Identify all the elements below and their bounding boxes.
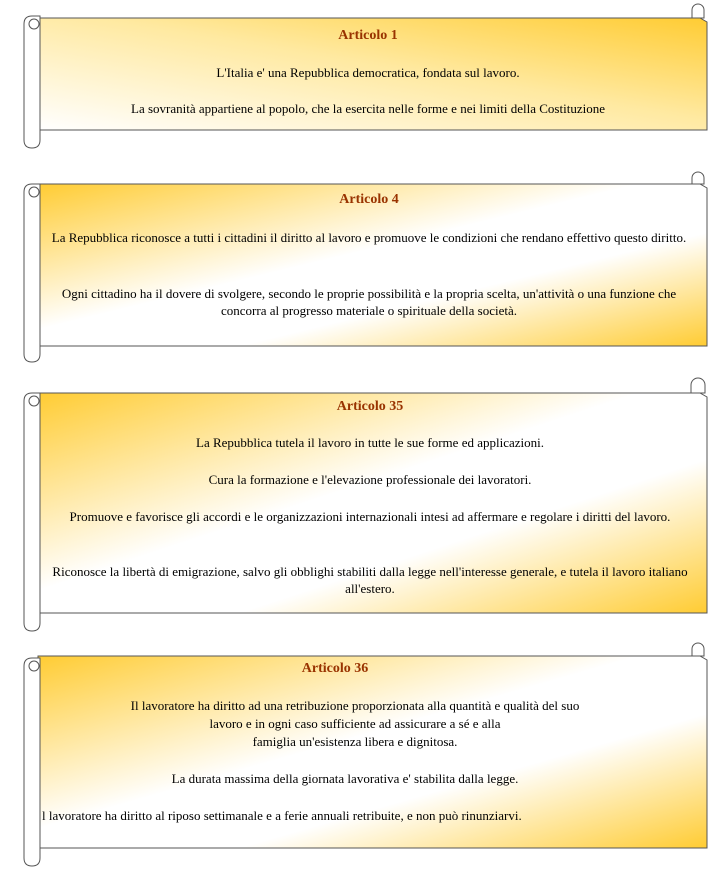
scroll-articolo-4 <box>0 168 720 368</box>
article-35-paragraph-2: Cura la formazione e l'elevazione professionale dei lavoratori. <box>208 472 532 487</box>
article-35-paragraph-1: La Repubblica tutela il lavoro in tutte le sue forme ed applicazioni. <box>196 435 544 450</box>
article-36-paragraph-1: Il lavoratore ha diritto ad una retribuzione proporzionata alla quantità e qualità del suo <box>130 698 580 713</box>
scroll-articolo-1 <box>0 0 720 150</box>
article-1-title: Articolo 1 <box>338 28 398 43</box>
article-36-paragraph-3: famiglia un'esistenza libera e dignitosa. <box>252 734 458 749</box>
article-35-paragraph-3: Promuove e favorisce gli accordi e le organizzazioni internazionali intesi ad affermare e regolare i diritti del lavoro. <box>69 509 671 524</box>
article-4-paragraph-1: La Repubblica riconosce a tutti i cittadini il diritto al lavoro e promuove le condizioni che rendano effettivo questo diritto. <box>51 230 687 245</box>
article-35-title: Articolo 35 <box>336 399 404 414</box>
scroll-articolo-35 <box>0 375 720 637</box>
article-35-paragraph-4: Riconosce la libertà di emigrazione, salvo gli obblighi stabiliti dalla legge nell'interesse generale, e tutela il lavoro italiano all'estero. <box>52 564 688 596</box>
article-36-paragraph-5: l lavoratore ha diritto al riposo settimanale e a ferie annuali retribuite, e non può rinunziarvi. <box>42 808 522 823</box>
article-4-title: Articolo 4 <box>339 192 399 207</box>
article-36-paragraph-2: lavoro e in ogni caso sufficiente ad assicurare a sé e alla <box>209 716 501 731</box>
article-36-paragraph-4: La durata massima della giornata lavorativa e' stabilita dalla legge. <box>171 771 519 786</box>
article-4-paragraph-2: Ogni cittadino ha il dovere di svolgere, secondo le proprie possibilità e la propria scelta, un'attività o una funzione che concorra al progresso materiale o spirituale della società. <box>61 286 677 318</box>
article-36-title: Articolo 36 <box>301 661 369 676</box>
scroll-articolo-36 <box>0 640 720 873</box>
article-1-paragraph-1: L'Italia e' una Repubblica democratica, fondata sul lavoro. <box>216 65 520 80</box>
article-1-paragraph-2: La sovranità appartiene al popolo, che la esercita nelle forme e nei limiti della Costituzione <box>131 101 605 116</box>
